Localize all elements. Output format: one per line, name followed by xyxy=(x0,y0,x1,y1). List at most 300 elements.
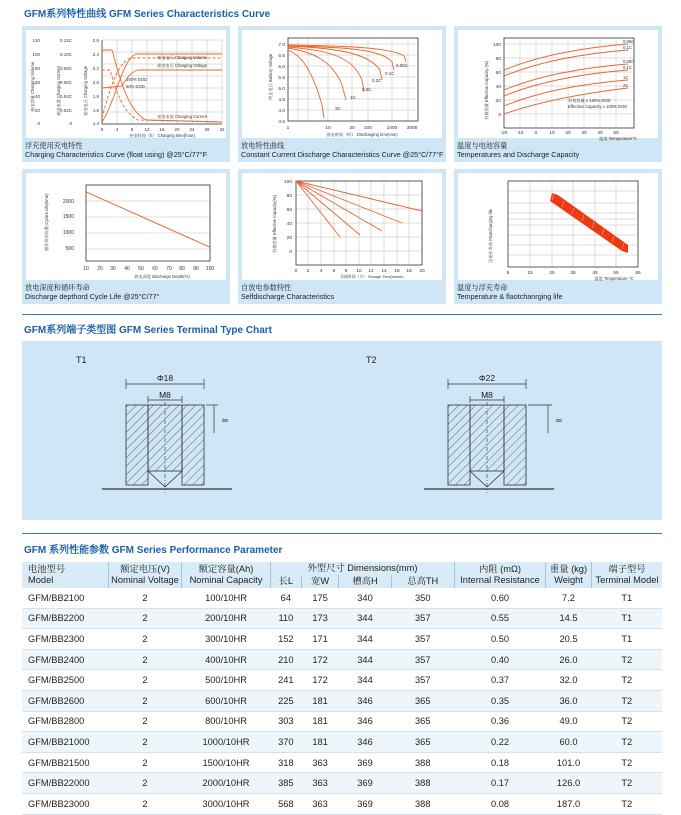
charging-chart-svg xyxy=(26,30,226,138)
table-row xyxy=(22,649,662,670)
col-capacity: 额定容量(Ah) Nominal Capacity xyxy=(182,562,271,588)
svg-text:1000: 1000 xyxy=(386,126,398,131)
table-row xyxy=(22,773,662,794)
performance-table-body xyxy=(22,588,662,814)
svg-text:60: 60 xyxy=(286,208,292,213)
table-cell-t: T1 xyxy=(592,588,663,608)
svg-text:16: 16 xyxy=(394,269,400,274)
table-cell-w: 172 xyxy=(301,670,339,691)
cycle-xlabel: 放电深度 Discharge Depth(%) xyxy=(134,274,190,279)
svg-text:60: 60 xyxy=(34,80,40,85)
t2-depth-dim: ∞ xyxy=(555,415,563,425)
svg-text:50: 50 xyxy=(138,266,144,272)
table-cell-w: 175 xyxy=(301,588,339,608)
svg-text:12: 12 xyxy=(144,127,150,132)
table-cell-t: T2 xyxy=(592,670,663,691)
svg-text:6.0: 6.0 xyxy=(278,65,285,70)
table-cell-model: GFM/BB2200 xyxy=(22,608,109,629)
svg-text:120: 120 xyxy=(32,38,40,43)
svg-text:-10: -10 xyxy=(516,131,524,136)
svg-text:0: 0 xyxy=(37,121,40,126)
performance-table xyxy=(22,562,662,815)
table-cell-t: T1 xyxy=(592,608,663,629)
svg-text:2000: 2000 xyxy=(62,199,74,205)
table-cell-model: GFM/BB21000 xyxy=(22,732,109,753)
table-cell-l: 210 xyxy=(271,649,302,670)
table-row xyxy=(22,588,662,608)
chart-panel-discharge xyxy=(238,26,446,162)
svg-text:充电容量 Charging Volume: 充电容量 Charging Volume xyxy=(30,61,35,112)
svg-text:50% DOD: 50% DOD xyxy=(126,84,145,89)
svg-text:80: 80 xyxy=(495,57,501,62)
svg-text:0.1C: 0.1C xyxy=(623,65,632,70)
table-cell-r: 0.60 xyxy=(455,588,546,608)
svg-text:20: 20 xyxy=(419,269,425,274)
svg-text:60: 60 xyxy=(152,266,158,272)
table-cell-t: T2 xyxy=(592,711,663,732)
svg-text:0.04C: 0.04C xyxy=(59,94,72,99)
table-cell-kg: 7.2 xyxy=(546,588,592,608)
t1-depth-dim: ∞ xyxy=(221,415,229,425)
float-life-chart-svg xyxy=(458,173,658,280)
table-cell-cap: 3000/10HR xyxy=(182,793,271,814)
svg-text:7.0: 7.0 xyxy=(278,43,285,48)
svg-text:10: 10 xyxy=(325,126,331,131)
svg-text:1.8: 1.8 xyxy=(92,94,99,99)
section-divider-2 xyxy=(22,533,662,534)
self-caption-cn: 自放电参数特性 xyxy=(241,283,292,292)
chart-panel-float-life xyxy=(454,169,662,304)
table-cell-model: GFM/BB2100 xyxy=(22,588,109,608)
svg-text:4: 4 xyxy=(115,127,119,132)
col-resistance: 内阻 (mΩ) Internal Resistance xyxy=(455,562,546,588)
svg-text:充电电压 Charging Voltage: 充电电压 Charging Voltage xyxy=(83,65,88,116)
cycle-ylabel: 循环寿命次数 Cycles Life(time) xyxy=(44,193,49,251)
svg-text:2.4: 2.4 xyxy=(92,52,99,57)
svg-text:1C: 1C xyxy=(350,95,356,100)
svg-text:80: 80 xyxy=(286,194,292,199)
svg-text:45: 45 xyxy=(592,271,598,276)
table-cell-w: 181 xyxy=(301,711,339,732)
svg-text:24: 24 xyxy=(189,127,195,132)
svg-text:15: 15 xyxy=(527,271,533,276)
svg-text:40: 40 xyxy=(34,94,40,99)
table-cell-cap: 600/10HR xyxy=(182,690,271,711)
svg-text:100: 100 xyxy=(492,43,501,48)
svg-text:4: 4 xyxy=(319,269,323,274)
col-length: 长L xyxy=(271,575,302,588)
table-cell-v: 2 xyxy=(109,711,182,732)
discharge-chart-svg xyxy=(242,30,442,138)
table-cell-model: GFM/BB2500 xyxy=(22,670,109,691)
svg-text:20: 20 xyxy=(495,99,501,104)
discharge-chart xyxy=(242,30,442,138)
table-cell-kg: 49.0 xyxy=(546,711,592,732)
table-row xyxy=(22,690,662,711)
svg-text:1500: 1500 xyxy=(62,214,74,220)
svg-text:40: 40 xyxy=(495,85,501,90)
svg-text:0.05C: 0.05C xyxy=(623,39,635,44)
table-cell-th: 388 xyxy=(391,752,454,773)
svg-text:4.5: 4.5 xyxy=(278,98,285,103)
col-voltage: 额定电压(V) Nominal Voltage xyxy=(109,562,182,588)
table-cell-h: 346 xyxy=(339,690,391,711)
table-cell-model: GFM/BB22000 xyxy=(22,773,109,794)
terminal-panel xyxy=(22,341,662,520)
t2-outer-dim: Φ22 xyxy=(478,373,496,383)
discharge-ylabel: 终止电压 Battery Voltage xyxy=(268,53,273,100)
table-cell-model: GFM/BB2600 xyxy=(22,690,109,711)
table-cell-th: 365 xyxy=(391,690,454,711)
svg-text:0: 0 xyxy=(498,113,501,118)
table-cell-h: 369 xyxy=(339,793,391,814)
svg-text:2.6: 2.6 xyxy=(92,38,99,43)
svg-text:0.10C: 0.10C xyxy=(59,52,72,57)
table-cell-l: 64 xyxy=(271,588,302,608)
table-cell-v: 2 xyxy=(109,752,182,773)
svg-text:90: 90 xyxy=(193,266,199,272)
svg-text:0.06C: 0.06C xyxy=(59,80,72,85)
svg-text:0.05C: 0.05C xyxy=(623,59,635,64)
svg-text:30: 30 xyxy=(110,266,116,272)
table-cell-kg: 26.0 xyxy=(546,649,592,670)
charging-chart xyxy=(26,30,226,138)
svg-text:30: 30 xyxy=(581,131,587,136)
svg-text:2: 2 xyxy=(306,269,310,274)
table-cell-kg: 101.0 xyxy=(546,752,592,773)
col-dimensions: 外型尺寸 Dimensions(mm) xyxy=(271,562,455,575)
table-cell-th: 357 xyxy=(391,629,454,650)
chart-panel-temperature xyxy=(454,26,662,162)
characteristics-title: GFM系列特性曲线 GFM Series Characteristics Curve xyxy=(24,9,271,20)
svg-text:3.5: 3.5 xyxy=(278,120,285,125)
svg-text:30: 30 xyxy=(349,126,355,131)
table-cell-h: 369 xyxy=(339,773,391,794)
table-cell-th: 388 xyxy=(391,793,454,814)
table-cell-w: 171 xyxy=(301,629,339,650)
svg-text:100% DOD: 100% DOD xyxy=(126,77,148,82)
charging-caption-cn: 浮充使用充电特性 xyxy=(25,141,83,150)
svg-text:20: 20 xyxy=(286,236,292,241)
svg-text:40: 40 xyxy=(286,222,292,227)
table-cell-cap: 400/10HR xyxy=(182,649,271,670)
svg-text:5: 5 xyxy=(506,271,510,276)
selfdischarge-line-3 xyxy=(296,181,382,231)
table-row xyxy=(22,608,662,629)
temp-caption-cn: 温度与电池容量 xyxy=(457,141,508,150)
table-cell-l: 152 xyxy=(271,629,302,650)
table-cell-model: GFM/BB21500 xyxy=(22,752,109,773)
svg-text:3C: 3C xyxy=(335,106,341,111)
table-cell-th: 388 xyxy=(391,773,454,794)
table-row xyxy=(22,732,662,753)
svg-text:0.05C: 0.05C xyxy=(396,63,409,68)
svg-text:0: 0 xyxy=(100,127,104,132)
table-cell-h: 346 xyxy=(339,711,391,732)
table-cell-l: 318 xyxy=(271,752,302,773)
table-cell-kg: 126.0 xyxy=(546,773,592,794)
svg-text:10: 10 xyxy=(83,266,89,272)
svg-text:-20: -20 xyxy=(500,131,508,136)
self-caption-en: Selfdischarge Characteristics xyxy=(241,292,335,301)
svg-text:10: 10 xyxy=(549,131,555,136)
table-cell-kg: 14.5 xyxy=(546,608,592,629)
col-height: 槽高H xyxy=(339,575,391,588)
svg-text:4.0: 4.0 xyxy=(278,109,285,114)
svg-text:3000: 3000 xyxy=(406,126,418,131)
table-cell-h: 340 xyxy=(339,588,391,608)
svg-text:20: 20 xyxy=(34,108,40,113)
svg-text:充电电流 Charging Current: 充电电流 Charging Current xyxy=(157,114,208,119)
svg-text:8: 8 xyxy=(130,127,134,132)
discharge-caption-en: Constant Current Discharge Characteristics Curve @25°C/77°F xyxy=(241,150,444,159)
svg-text:55: 55 xyxy=(613,271,619,276)
svg-text:28: 28 xyxy=(204,127,210,132)
table-cell-v: 2 xyxy=(109,670,182,691)
temp-legend-1: 有效容量 ≥ 100% DOD xyxy=(568,98,611,103)
table-cell-t: T2 xyxy=(592,773,663,794)
selfdischarge-line-4 xyxy=(296,181,360,235)
table-cell-cap: 100/10HR xyxy=(182,588,271,608)
table-cell-h: 344 xyxy=(339,608,391,629)
svg-text:60: 60 xyxy=(495,71,501,76)
table-cell-l: 110 xyxy=(271,608,302,629)
table-cell-w: 173 xyxy=(301,608,339,629)
table-cell-w: 172 xyxy=(301,649,339,670)
table-cell-th: 357 xyxy=(391,608,454,629)
svg-text:14: 14 xyxy=(381,269,387,274)
terminal-t2-title: T2 xyxy=(366,355,377,365)
svg-text:10: 10 xyxy=(356,269,362,274)
cycle-caption-cn: 放电深度和循环寿命 xyxy=(25,283,90,292)
table-cell-h: 344 xyxy=(339,629,391,650)
t1-inner-dim: M8 xyxy=(159,390,171,400)
svg-text:80: 80 xyxy=(34,66,40,71)
charging-xlabel: 充电时间（h） Charging time(hour) xyxy=(129,133,195,138)
table-cell-l: 370 xyxy=(271,732,302,753)
table-cell-model: GFM/BB23000 xyxy=(22,793,109,814)
svg-text:6.5: 6.5 xyxy=(278,54,285,59)
svg-text:0: 0 xyxy=(289,250,292,255)
svg-text:50: 50 xyxy=(613,131,619,136)
table-cell-t: T1 xyxy=(592,629,663,650)
table-cell-kg: 20.5 xyxy=(546,629,592,650)
table-cell-v: 2 xyxy=(109,690,182,711)
table-cell-th: 365 xyxy=(391,732,454,753)
svg-text:2.0: 2.0 xyxy=(92,80,99,85)
svg-text:1.4: 1.4 xyxy=(92,121,99,126)
svg-text:20: 20 xyxy=(565,131,571,136)
svg-text:16: 16 xyxy=(159,127,165,132)
section-divider-1 xyxy=(22,314,662,315)
svg-text:20: 20 xyxy=(97,266,103,272)
table-cell-r: 0.37 xyxy=(455,670,546,691)
table-cell-l: 385 xyxy=(271,773,302,794)
svg-text:0.02C: 0.02C xyxy=(59,108,72,113)
svg-text:充电电压 Charging Voltage: 充电电压 Charging Voltage xyxy=(157,63,208,68)
svg-text:1000: 1000 xyxy=(62,230,74,236)
discharge-005c xyxy=(288,45,406,62)
table-cell-v: 2 xyxy=(109,588,182,608)
temp-xlabel: 温度 Temperature℃ xyxy=(599,136,637,141)
table-cell-r: 0.36 xyxy=(455,711,546,732)
col-total-height: 总高TH xyxy=(391,575,454,588)
temperature-chart-svg xyxy=(458,30,658,141)
table-cell-r: 0.50 xyxy=(455,629,546,650)
table-cell-r: 0.17 xyxy=(455,773,546,794)
table-cell-model: GFM/BB2400 xyxy=(22,649,109,670)
cycle-life-line xyxy=(86,192,210,247)
svg-text:0.1C: 0.1C xyxy=(385,71,395,76)
table-cell-r: 0.18 xyxy=(455,752,546,773)
table-cell-l: 568 xyxy=(271,793,302,814)
table-cell-v: 2 xyxy=(109,608,182,629)
table-row xyxy=(22,670,662,691)
float-life-chart xyxy=(458,173,658,280)
table-cell-t: T2 xyxy=(592,649,663,670)
svg-text:0: 0 xyxy=(534,131,538,136)
cycle-caption-en: Discharge depthord Cycle Life @25°C/77° xyxy=(25,292,160,301)
table-cell-w: 181 xyxy=(301,690,339,711)
table-cell-r: 0.35 xyxy=(455,690,546,711)
table-row xyxy=(22,711,662,732)
temp-ylabel: 有效容量 Effective Capacity (%) xyxy=(484,60,489,120)
table-cell-kg: 36.0 xyxy=(546,690,592,711)
table-cell-r: 0.40 xyxy=(455,649,546,670)
float-caption-cn: 温度与浮充寿命 xyxy=(457,283,508,292)
svg-text:70: 70 xyxy=(166,266,172,272)
table-cell-cap: 2000/10HR xyxy=(182,773,271,794)
table-cell-h: 369 xyxy=(339,752,391,773)
table-cell-w: 363 xyxy=(301,773,339,794)
col-model: 电池型号 Model xyxy=(22,562,109,588)
svg-text:0.1C: 0.1C xyxy=(623,45,632,50)
table-cell-model: GFM/BB2300 xyxy=(22,629,109,650)
table-cell-v: 2 xyxy=(109,793,182,814)
cycle-life-chart xyxy=(26,173,226,280)
float-ylabel: 浮充年寿命 Floatcharging life xyxy=(488,209,493,263)
table-cell-l: 303 xyxy=(271,711,302,732)
chart-panel-cycle-life xyxy=(22,169,230,304)
svg-text:6: 6 xyxy=(332,269,336,274)
chart-panel-selfdischarge xyxy=(238,169,446,304)
temperature-chart xyxy=(458,30,658,141)
svg-text:2C: 2C xyxy=(623,83,629,88)
table-cell-w: 363 xyxy=(301,793,339,814)
svg-text:40: 40 xyxy=(597,131,603,136)
svg-text:8: 8 xyxy=(344,269,348,274)
table-cell-kg: 32.0 xyxy=(546,670,592,691)
svg-text:100: 100 xyxy=(283,180,292,185)
discharge-3c xyxy=(288,50,324,118)
table-cell-t: T2 xyxy=(592,732,663,753)
table-cell-cap: 300/10HR xyxy=(182,629,271,650)
table-cell-cap: 800/10HR xyxy=(182,711,271,732)
svg-text:5.0: 5.0 xyxy=(278,87,285,92)
discharge-xlabel: 放电时间（时） Discharging time(min) xyxy=(326,132,398,137)
svg-text:100: 100 xyxy=(205,266,215,272)
svg-text:65: 65 xyxy=(635,271,641,276)
table-cell-l: 225 xyxy=(271,690,302,711)
table-cell-kg: 187.0 xyxy=(546,793,592,814)
table-cell-h: 344 xyxy=(339,649,391,670)
svg-text:18: 18 xyxy=(406,269,412,274)
float-caption-en: Temperature & flaotchanrging life xyxy=(457,292,563,301)
table-cell-v: 2 xyxy=(109,629,182,650)
svg-text:充电电压 Charging Volume: 充电电压 Charging Volume xyxy=(157,55,208,60)
table-cell-v: 2 xyxy=(109,649,182,670)
svg-text:40: 40 xyxy=(124,266,130,272)
table-cell-l: 241 xyxy=(271,670,302,691)
svg-text:100: 100 xyxy=(363,126,373,131)
col-weight: 重量 (kg) Weight xyxy=(546,562,592,588)
table-cell-th: 357 xyxy=(391,649,454,670)
svg-text:20: 20 xyxy=(174,127,180,132)
chart-panel-charging xyxy=(22,26,230,162)
table-cell-t: T2 xyxy=(592,793,663,814)
terminal-drawings xyxy=(22,341,662,520)
table-row xyxy=(22,629,662,650)
svg-text:5.5: 5.5 xyxy=(278,76,285,81)
table-cell-r: 0.08 xyxy=(455,793,546,814)
temp-legend-2: Effective Capacity ≥ 100% DOD xyxy=(568,104,628,109)
table-cell-r: 0.55 xyxy=(455,608,546,629)
t2-inner-dim: M8 xyxy=(481,390,493,400)
col-width: 宽W xyxy=(301,575,339,588)
table-cell-t: T2 xyxy=(592,690,663,711)
table-cell-th: 365 xyxy=(391,711,454,732)
cycle-life-chart-svg xyxy=(26,173,226,280)
svg-text:100: 100 xyxy=(32,52,40,57)
self-xlabel: 存储时间（月） Storage Time(month) xyxy=(340,275,404,279)
t1-outer-dim: Φ18 xyxy=(156,373,174,383)
svg-text:1C: 1C xyxy=(623,75,629,80)
float-xlabel: 温度 Temperature ℃ xyxy=(594,276,634,281)
svg-text:1.6: 1.6 xyxy=(92,108,99,113)
svg-text:32: 32 xyxy=(219,127,225,132)
selfdischarge-chart xyxy=(242,173,442,280)
svg-text:0: 0 xyxy=(294,269,298,274)
table-cell-kg: 60.0 xyxy=(546,732,592,753)
table-cell-w: 363 xyxy=(301,752,339,773)
table-cell-v: 2 xyxy=(109,732,182,753)
svg-text:0.12C: 0.12C xyxy=(59,38,72,43)
selfdischarge-chart-svg xyxy=(242,173,442,280)
table-row xyxy=(22,752,662,773)
svg-text:0.08C: 0.08C xyxy=(59,66,72,71)
svg-text:充电电流 Charging Current: 充电电流 Charging Current xyxy=(56,65,61,116)
svg-text:0.2C: 0.2C xyxy=(372,78,382,83)
svg-text:80: 80 xyxy=(179,266,185,272)
svg-text:12: 12 xyxy=(368,269,374,274)
svg-text:0: 0 xyxy=(69,121,72,126)
table-cell-t: T2 xyxy=(592,752,663,773)
table-cell-r: 0.22 xyxy=(455,732,546,753)
float-life-band xyxy=(550,193,628,253)
svg-text:500: 500 xyxy=(65,246,74,252)
table-cell-h: 346 xyxy=(339,732,391,753)
table-cell-h: 344 xyxy=(339,670,391,691)
terminal-title: GFM系列端子类型图 GFM Series Terminal Type Chart xyxy=(24,325,272,336)
svg-text:1: 1 xyxy=(286,126,290,131)
table-row xyxy=(22,793,662,814)
svg-text:35: 35 xyxy=(570,271,576,276)
charging-caption-en: Charging Characteristics Curve (float using) @25°C/77°F xyxy=(25,150,208,159)
performance-title: GFM 系列性能参数 GFM Series Performance Parameter xyxy=(24,545,283,556)
temp-caption-en: Temperatures and Discharge Capacity xyxy=(457,150,580,159)
table-cell-th: 357 xyxy=(391,670,454,691)
svg-text:2.2: 2.2 xyxy=(92,66,99,71)
